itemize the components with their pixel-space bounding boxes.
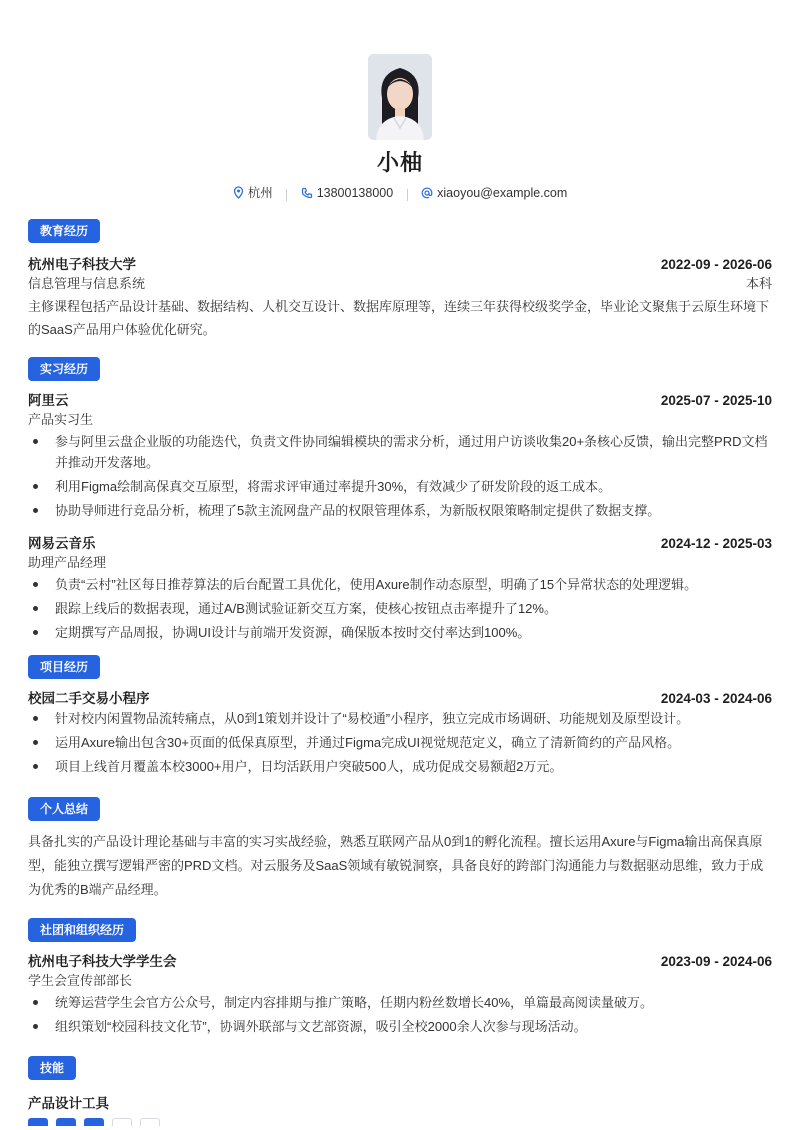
internship-section xyxy=(28,357,772,643)
club-tag: 社团和组织经历 xyxy=(28,918,136,942)
bullet-list xyxy=(28,992,772,1037)
list-item: 项目上线首月覆盖本校3000+用户，日均活跃用户突破500人，成功促成交易额超2万元。 xyxy=(28,756,772,777)
club-section xyxy=(28,918,772,1037)
resume-header xyxy=(0,0,800,215)
degree: 本科 xyxy=(745,276,772,291)
list-item: 负责“云村”社区每日推荐算法的后台配置工具优化，使用Axure制作动态原型，明确了15个异常状态的处理逻辑。 xyxy=(28,574,772,595)
education-description: 主修课程包括产品设计基础、数据结构、人机交互设计、数据库原理等，连续三年获得校级奖学金，毕业论文聚焦于云原生环境下的SaaS产品用户体验优化研究。 xyxy=(28,299,770,337)
school-name: 杭州电子科技大学 xyxy=(28,257,136,272)
company-name: 阿里云 xyxy=(28,393,69,408)
bullet-list xyxy=(28,708,772,777)
company-name: 网易云音乐 xyxy=(28,536,96,551)
club-header xyxy=(28,950,772,970)
list-item: 组织策划“校园科技文化节”，协调外联部与文艺部资源，吸引全校2000余人次参与现场活动。 xyxy=(28,1016,772,1037)
skill-group-title: 产品设计工具 xyxy=(28,1096,109,1111)
city-text: 杭州 xyxy=(247,186,273,200)
education-date: 2022-09 - 2026-06 xyxy=(660,257,772,272)
major: 信息管理与信息系统 xyxy=(28,276,146,291)
list-item: 统筹运营学生会官方公众号，制定内容排期与推广策略，任期内粉丝数增长40%，单篇最高阅读量破万。 xyxy=(28,992,772,1013)
list-item: 利用Figma绘制高保真交互原型，将需求评审通过率提升30%，有效减少了研发阶段的返工成本。 xyxy=(28,476,772,497)
skill-level-filled xyxy=(28,1118,48,1126)
bullet-list xyxy=(28,574,772,643)
divider xyxy=(407,189,408,201)
club-role: 学生会宣传部部长 xyxy=(28,973,133,988)
project-header xyxy=(28,687,772,707)
summary-section xyxy=(28,797,772,902)
candidate-name: 小柚 xyxy=(376,150,423,175)
internship-date: 2024-12 - 2025-03 xyxy=(660,536,772,551)
education-tag: 教育经历 xyxy=(28,219,100,243)
skill-level-meter xyxy=(28,1118,772,1126)
bullet-list xyxy=(28,431,772,521)
list-item: 跟踪上线后的数据表现，通过A/B测试验证新交互方案，使核心按钮点击率提升了12%。 xyxy=(28,598,772,619)
summary-text: 具备扎实的产品设计理论基础与丰富的实习实战经验，熟悉互联网产品从0到1的孵化流程。擅长运用Axure与Figma输出高保真原型，能独立撰写逻辑严密的PRD文档。对云服务及SaaS领域有敏锐洞察，具备良好的跨部门沟通能力与数据驱动思维，致力于成为优秀的B端产品经理。 xyxy=(28,834,764,897)
club-date: 2023-09 - 2024-06 xyxy=(660,954,772,969)
list-item: 协助导师进行竞品分析，梳理了5款主流网盘产品的权限管理体系，为新版权限策略制定提供了数据支撑。 xyxy=(28,500,772,521)
skills-tag: 技能 xyxy=(28,1056,76,1080)
list-item: 参与阿里云盘企业版的功能迭代，负责文件协同编辑模块的需求分析，通过用户访谈收集20+条核心反馈，输出完整PRD文档并推动开发落地。 xyxy=(28,431,772,473)
contact-line xyxy=(0,183,800,202)
phone-icon xyxy=(301,187,313,199)
contact-phone xyxy=(301,186,393,200)
phone-text: 13800138000 xyxy=(316,185,394,200)
divider xyxy=(286,189,287,201)
project-section xyxy=(28,655,772,777)
internship-tag: 实习经历 xyxy=(28,357,100,381)
internship-date: 2025-07 - 2025-10 xyxy=(660,393,772,408)
skill-level-empty xyxy=(140,1118,160,1126)
list-item: 定期撰写产品周报，协调UI设计与前端开发资源，确保版本按时交付率达到100%。 xyxy=(28,622,772,643)
project-tag: 项目经历 xyxy=(28,655,100,679)
internship-header xyxy=(28,532,772,552)
education-header xyxy=(28,253,772,273)
contact-city xyxy=(233,183,273,201)
education-section xyxy=(28,219,772,341)
at-sign-icon xyxy=(421,187,433,199)
skill-level-empty xyxy=(112,1118,132,1126)
skill-level-filled xyxy=(84,1118,104,1126)
list-item: 针对校内闲置物品流转痛点，从0到1策划并设计了“易校通”小程序，独立完成市场调研、功能规划及原型设计。 xyxy=(28,708,772,729)
skills-section xyxy=(28,1056,772,1126)
project-date: 2024-03 - 2024-06 xyxy=(660,691,772,706)
role: 产品实习生 xyxy=(28,412,94,427)
club-org: 杭州电子科技大学学生会 xyxy=(28,954,177,969)
contact-email xyxy=(421,186,567,200)
location-pin-icon xyxy=(233,186,244,199)
skill-level-filled xyxy=(56,1118,76,1126)
internship-header xyxy=(28,389,772,409)
email-text[interactable]: xiaoyou@example.com xyxy=(437,185,568,200)
list-item: 运用Axure输出包含30+页面的低保真原型，并通过Figma完成UI视觉规范定义，确立了清新简约的产品风格。 xyxy=(28,732,772,753)
role: 助理产品经理 xyxy=(28,555,107,570)
education-subheader xyxy=(28,273,772,292)
profile-photo xyxy=(368,54,432,140)
project-name: 校园二手交易小程序 xyxy=(28,691,150,706)
summary-tag: 个人总结 xyxy=(28,797,100,821)
